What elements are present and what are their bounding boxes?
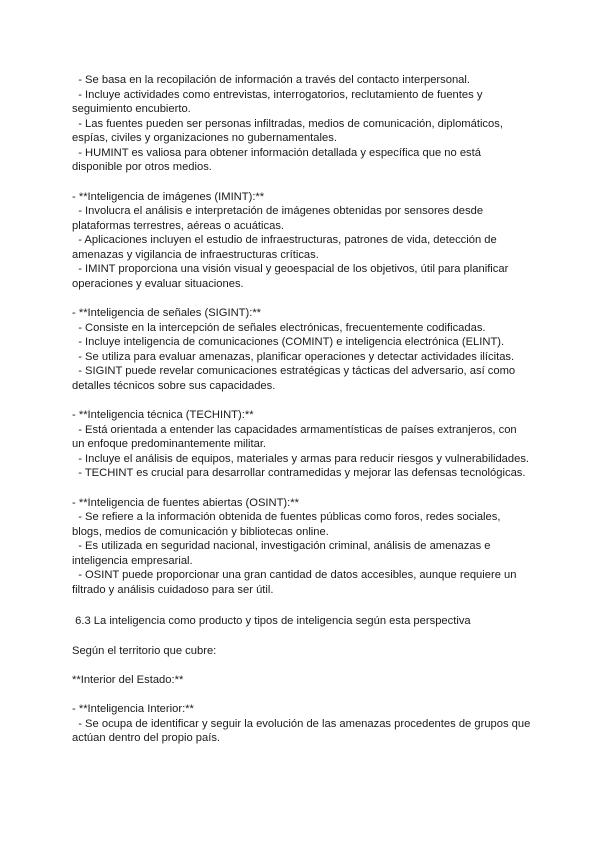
section-heading: - **Inteligencia de imágenes (IMINT):** <box>72 191 265 203</box>
text-line: actúan dentro del propio país. <box>72 732 221 744</box>
text-line: Según el territorio que cubre: <box>72 645 217 657</box>
text-line: - Está orientada a entender las capacidades armamentísticas de países extranjeros, con <box>72 424 517 436</box>
text-line: plataformas terrestres, aéreas o acuáticas. <box>72 220 285 232</box>
text-line: espías, civiles y organizaciones no gubernamentales. <box>72 132 337 144</box>
text-line: - Se refiere a la información obtenida de fuentes públicas como foros, redes sociales, <box>72 511 501 523</box>
text-line: - Involucra el análisis e interpretación de imágenes obtenidas por sensores desde <box>72 205 484 217</box>
text-line: - IMINT proporciona una visión visual y geoespacial de los objetivos, útil para planificar <box>72 263 509 275</box>
text-line: - Incluye actividades como entrevistas, interrogatorios, reclutamiento de fuentes y <box>72 89 483 101</box>
text-line: - HUMINT es valiosa para obtener información detallada y específica que no está <box>72 147 481 159</box>
section-heading: - **Inteligencia técnica (TECHINT):** <box>72 409 254 421</box>
section-title: 6.3 La inteligencia como producto y tipos de inteligencia según esta perspectiva <box>72 615 471 627</box>
text-line: disponible por otros medios. <box>72 161 212 173</box>
text-line: - Se basa en la recopilación de información a través del contacto interpersonal. <box>72 74 471 86</box>
text-line: detalles técnicos sobre sus capacidades. <box>72 380 276 392</box>
text-line: - Se utiliza para evaluar amenazas, planificar operaciones y detectar actividades ilícitas. <box>72 351 515 363</box>
text-line: - Las fuentes pueden ser personas infiltradas, medios de comunicación, diplomáticos, <box>72 118 503 130</box>
text-line: blogs, medios de comunicación y bibliotecas online. <box>72 526 329 538</box>
text-line: un enfoque predominantemente militar. <box>72 438 267 450</box>
text-line: **Interior del Estado:** <box>72 674 184 686</box>
text-line: - Incluye inteligencia de comunicaciones (COMINT) e inteligencia electrónica (ELINT). <box>72 336 505 348</box>
text-line: - Aplicaciones incluyen el estudio de infraestructuras, patrones de vida, detección de <box>72 234 497 246</box>
text-line: - SIGINT puede revelar comunicaciones estratégicas y tácticas del adversario, así como <box>72 365 516 377</box>
text-line: operaciones y evaluar situaciones. <box>72 278 244 290</box>
text-line: - OSINT puede proporcionar una gran cantidad de datos accesibles, aunque requiere un <box>72 569 517 581</box>
text-line: amenazas y vigilancia de infraestructuras críticas. <box>72 249 319 261</box>
section-heading: - **Inteligencia Interior:** <box>72 703 194 715</box>
section-heading: - **Inteligencia de fuentes abiertas (OSINT):** <box>72 497 299 509</box>
text-line: filtrado y análisis cuidadoso para ser útil. <box>72 584 274 596</box>
text-line: - Incluye el análisis de equipos, materiales y armas para reducir riesgos y vulnerabilidades. <box>72 453 530 465</box>
section-heading: - **Inteligencia de señales (SIGINT):** <box>72 307 262 319</box>
text-line: - Es utilizada en seguridad nacional, investigación criminal, análisis de amenazas e <box>72 540 491 552</box>
text-line: seguimiento encubierto. <box>72 103 191 115</box>
text-line: - Consiste en la intercepción de señales electrónicas, frecuentemente codificadas. <box>72 322 486 334</box>
text-line: - TECHINT es crucial para desarrollar contramedidas y mejorar las defensas tecnológicas. <box>72 467 526 479</box>
text-line: inteligencia empresarial. <box>72 555 193 567</box>
text-line: - Se ocupa de identificar y seguir la evolución de las amenazas procedentes de grupos que <box>72 718 531 730</box>
